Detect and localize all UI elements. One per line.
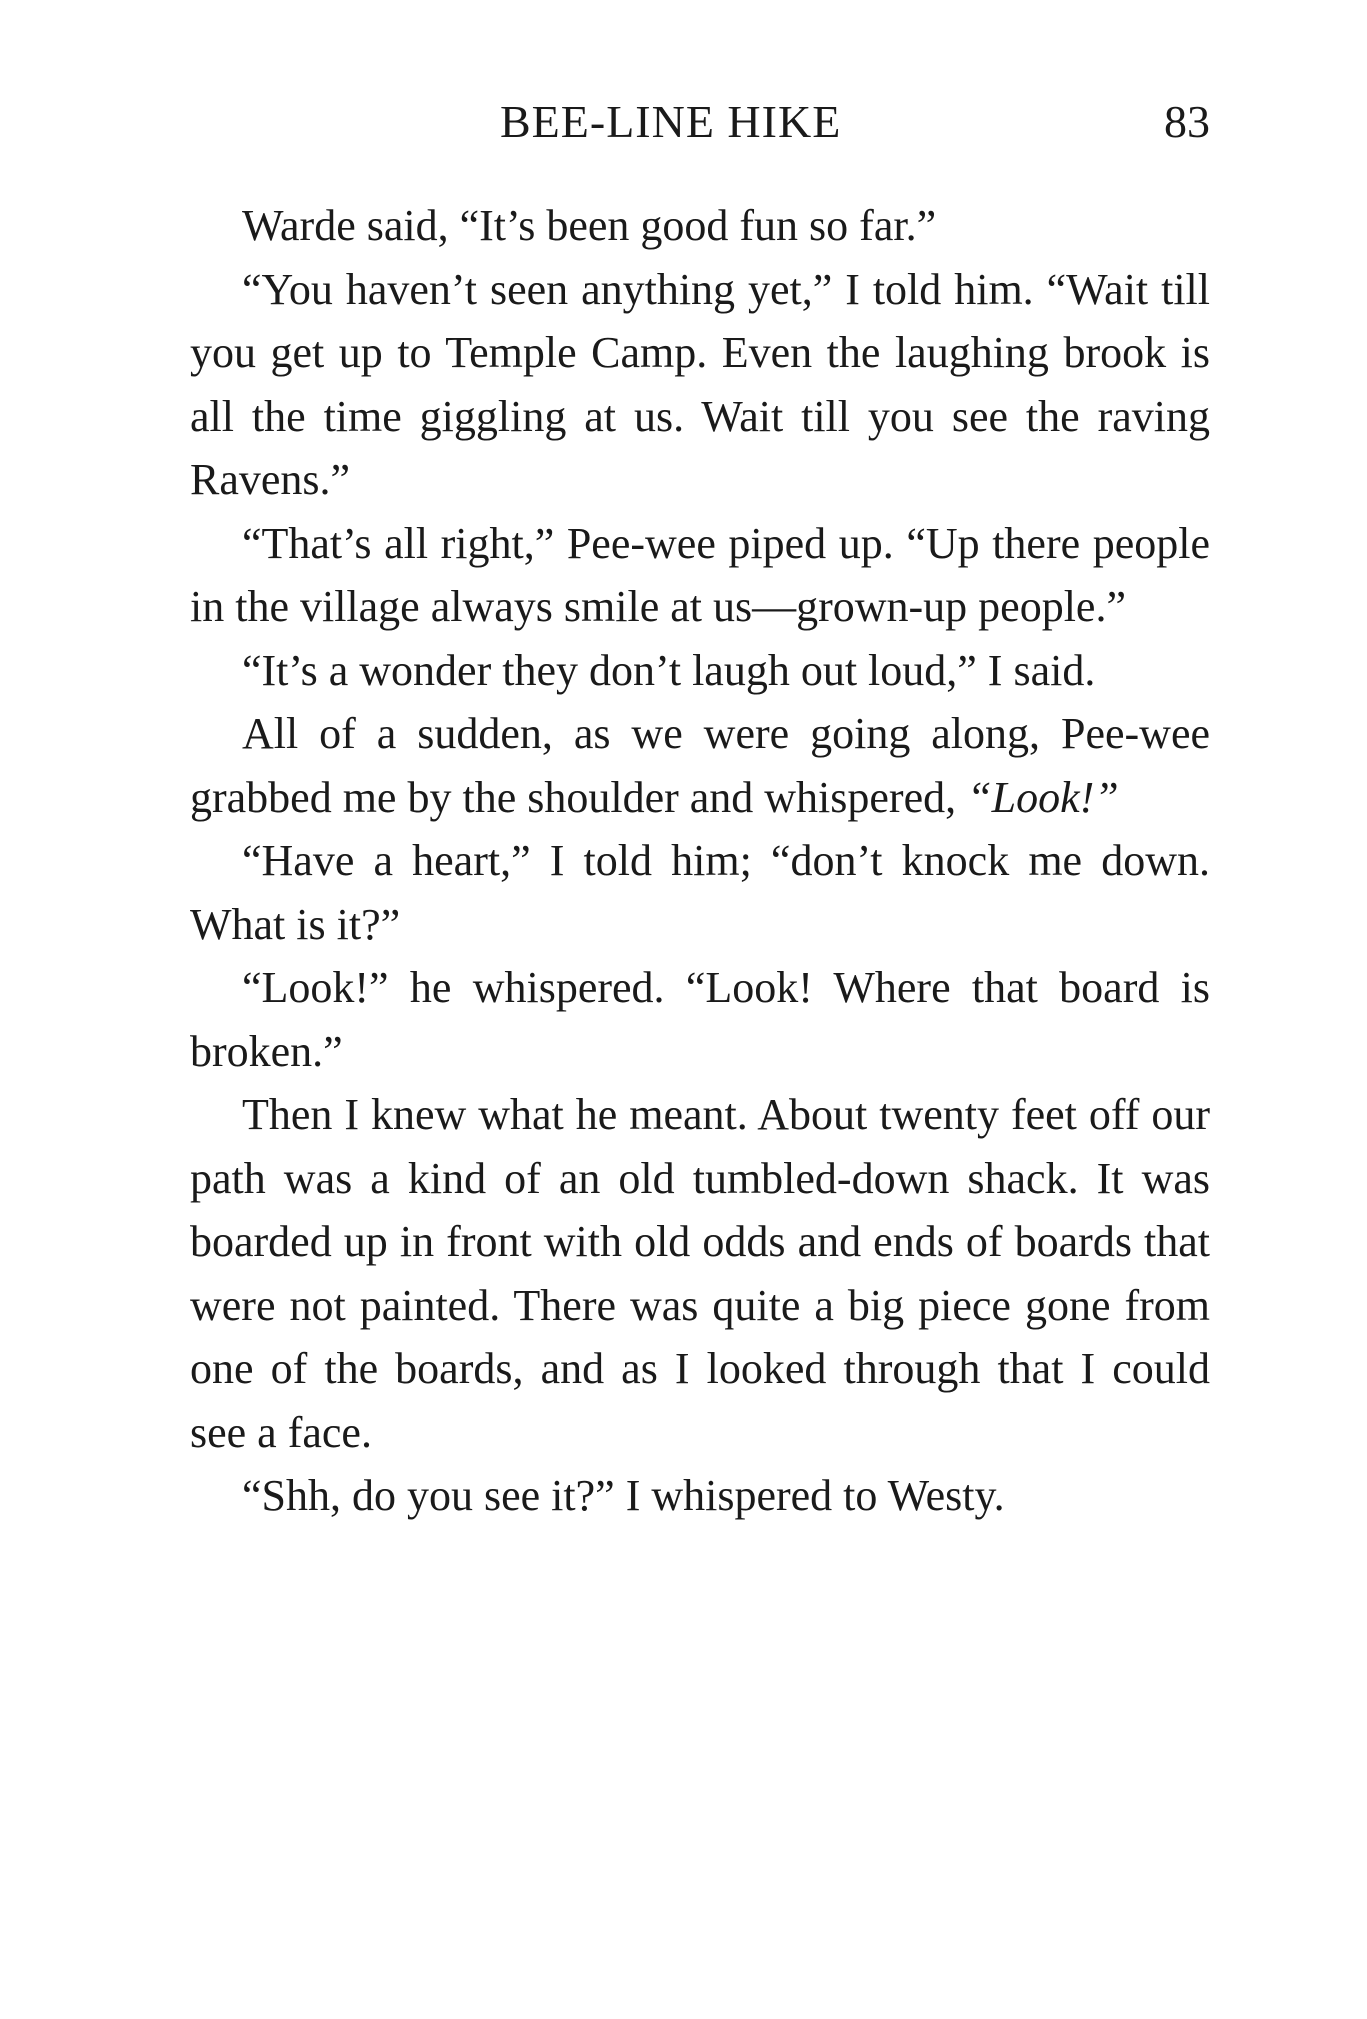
- italic-look: “Look!”: [967, 772, 1119, 822]
- paragraph-9: “Shh, do you see it?” I whispered to Westy.: [242, 1471, 1005, 1520]
- paragraph-8: Then I knew what he meant. About twenty feet off our path was a kind of an old tumbled-down shack. It was boarded up in front with old odds and ends of boards that were not painted. There was quite a big piece gone from one of the boards, and as I looked through that I could see a face.: [190, 1090, 1210, 1457]
- body-text: [190, 194, 1210, 1528]
- paragraph-7: “Look!” he whispered. “Look! Where that board is broken.”: [190, 963, 1210, 1076]
- paragraph-5-text: All of a sudden, as we were going along, Pee-wee grabbed me by the shoulder and whispered,: [190, 709, 1210, 822]
- paragraph-4: “It’s a wonder they don’t laugh out loud,” I said.: [242, 645, 1096, 695]
- paragraph-5: [190, 702, 1210, 829]
- page-header: [190, 95, 1210, 165]
- page-number: 83: [1164, 96, 1210, 147]
- paragraph-1: Warde said, “It’s been good fun so far.”: [242, 201, 937, 250]
- running-head: BEE-LINE HIKE: [500, 96, 842, 147]
- paragraph-3: “That’s all right,” Pee-wee piped up. “Up there people in the village always smile at us—grown-up people.”: [190, 518, 1210, 631]
- paragraph-6: “Have a heart,” I told him; “don’t knock me down. What is it?”: [190, 836, 1210, 949]
- paragraph-2: “You haven’t seen anything yet,” I told him. “Wait till you get up to Temple Camp. Even the laughing brook is all the time giggling at us. Wait till you see the raving Ravens.”: [190, 264, 1210, 504]
